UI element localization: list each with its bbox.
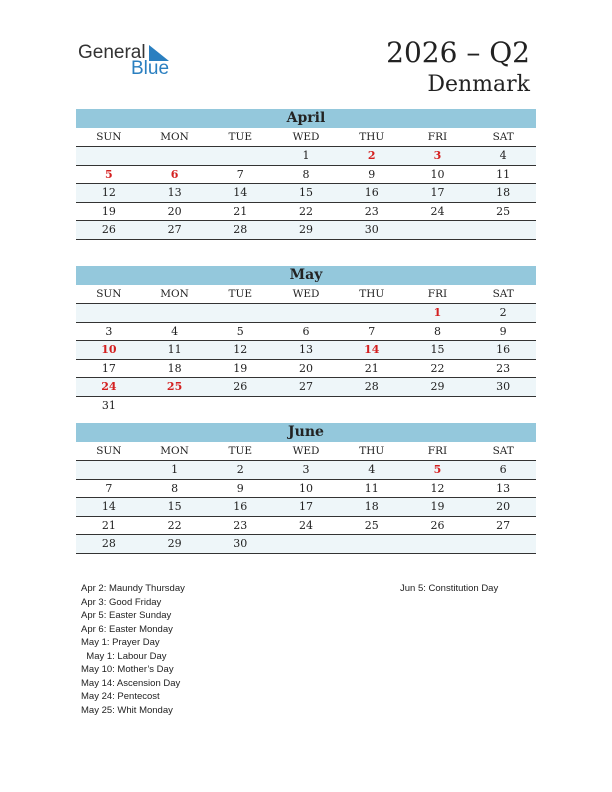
weekday-label: MON [160,445,189,457]
holiday-note: May 14: Ascension Day [81,677,181,689]
day-cell: 13 [299,343,314,356]
day-cell: 22 [167,518,182,532]
day-cell: 19 [430,500,445,513]
day-cell: 21 [364,361,379,375]
weekday-label: WED [292,288,320,300]
day-cell [339,304,405,322]
day-cell: 4 [368,463,376,476]
day-cell: 28 [364,380,379,393]
day-cell: 28 [101,537,116,550]
month-header: April [76,109,536,128]
day-cell: 3 [302,463,310,476]
day-cell [207,147,273,165]
week-row [76,517,536,536]
day-cell: 6 [499,463,507,476]
day-cell: 7 [236,167,244,181]
day-cell: 2 [367,149,376,162]
day-cell: 23 [364,204,379,218]
weekday-label: SUN [96,288,122,300]
day-cell: 21 [233,204,248,218]
holiday-note: May 1: Prayer Day [81,637,160,648]
week-row [76,378,536,397]
day-cell [142,397,208,415]
day-cell: 26 [101,223,116,236]
day-cell: 16 [364,186,379,199]
day-cell [76,147,142,165]
week-row [76,360,536,379]
day-cell: 7 [105,481,113,495]
day-cell [207,304,273,322]
day-cell: 30 [233,537,248,550]
page-title: 2026 – Q2 [386,36,530,69]
week-row [76,535,536,554]
week-row [76,498,536,517]
day-cell: 16 [233,500,248,513]
day-cell: 23 [233,518,248,532]
week-row [76,203,536,222]
day-cell: 13 [167,186,182,199]
holiday-note: Apr 3: Good Friday [81,596,162,608]
holiday-note: May 10: Mother’s Day [81,664,174,675]
weekday-header-row [76,442,536,461]
logo-general-text: General [78,42,146,63]
day-cell: 8 [433,324,441,338]
holiday-note: Apr 5: Easter Sunday [81,610,172,621]
month-header: May [76,266,536,285]
day-cell: 18 [167,361,182,375]
day-cell: 16 [496,343,511,356]
day-cell: 5 [105,167,113,181]
holiday-notes-left [81,582,185,717]
day-cell: 11 [496,167,511,181]
day-cell: 14 [101,500,116,513]
day-cell: 5 [236,324,244,338]
week-row [76,461,536,480]
weekday-label: THU [359,131,385,143]
day-cell [142,304,208,322]
week-row [76,323,536,342]
day-cell: 31 [101,398,116,412]
day-cell [470,221,536,239]
day-cell: 5 [433,463,442,476]
day-cell: 2 [236,463,244,476]
weekday-label: WED [292,445,320,457]
day-cell [339,397,405,415]
week-row [76,184,536,203]
weekday-label: SUN [96,131,122,143]
day-cell: 15 [430,343,445,356]
day-cell [405,397,471,415]
day-cell: 20 [299,361,314,375]
day-cell [273,304,339,322]
day-cell: 4 [171,324,179,338]
day-cell: 26 [430,518,445,532]
day-cell: 29 [299,223,314,236]
day-cell: 24 [101,380,117,393]
day-cell: 27 [167,223,182,236]
holiday-notes-right [400,582,498,596]
day-cell: 25 [166,380,183,393]
day-cell: 8 [171,481,179,495]
holiday-note: May 24: Pentecost [81,691,160,702]
day-cell [76,461,142,479]
day-cell: 11 [364,481,379,495]
weekday-label: FRI [427,288,448,300]
day-cell: 4 [499,149,507,162]
day-cell: 29 [167,537,182,550]
day-cell: 1 [302,149,310,162]
day-cell: 14 [364,343,380,356]
day-cell: 30 [364,223,379,236]
generalblue-logo [78,40,178,80]
day-cell: 24 [299,518,314,532]
day-cell [273,397,339,415]
day-cell: 24 [430,204,445,218]
day-cell [405,535,471,553]
week-row [76,397,536,415]
weekday-label: WED [292,131,320,143]
day-cell: 1 [433,306,442,319]
day-cell: 27 [299,380,314,393]
day-cell: 25 [364,518,379,532]
holiday-note: Apr 6: Easter Monday [81,623,173,635]
logo-blue-text: Blue [131,58,170,79]
day-cell: 26 [233,380,248,393]
day-cell [273,535,339,553]
week-row [76,221,536,240]
weekday-label: SAT [492,445,514,457]
day-cell: 8 [302,167,310,181]
day-cell: 2 [499,306,507,319]
holiday-note: May 25: Whit Monday [81,704,173,716]
day-cell: 20 [167,204,182,218]
weekday-label: MON [160,288,189,300]
day-cell: 7 [368,324,376,338]
day-cell: 13 [496,481,511,495]
day-cell: 25 [496,204,511,218]
day-cell: 14 [233,186,248,199]
holiday-note: Jun 5: Constitution Day [400,583,499,594]
day-cell [207,397,273,415]
day-cell: 12 [233,343,248,356]
day-cell: 12 [101,186,116,199]
day-cell: 9 [499,324,507,338]
week-row [76,480,536,499]
day-cell [76,304,142,322]
weekday-label: THU [359,288,385,300]
weekday-label: TUE [228,288,253,300]
day-cell: 6 [170,167,179,181]
holiday-note: Apr 2: Maundy Thursday [81,583,185,594]
day-cell: 18 [364,500,379,513]
day-cell: 9 [236,481,244,495]
day-cell: 19 [101,204,116,218]
day-cell [470,535,536,553]
day-cell [405,221,471,239]
day-cell: 21 [101,518,116,532]
day-cell [339,535,405,553]
holiday-note: May 1: Labour Day [81,650,167,662]
day-cell: 9 [368,167,376,181]
day-cell: 11 [167,343,182,356]
month-calendar-june [76,423,536,554]
day-cell: 20 [496,500,511,513]
day-cell: 1 [171,463,179,476]
weekday-label: FRI [427,445,448,457]
day-cell [142,147,208,165]
day-cell: 27 [496,518,511,532]
day-cell: 22 [430,361,445,375]
week-row [76,147,536,166]
day-cell: 15 [167,500,182,513]
day-cell: 3 [105,324,113,338]
day-cell: 29 [430,380,445,393]
week-row [76,304,536,323]
weekday-label: TUE [228,131,253,143]
weekday-header-row [76,128,536,147]
day-cell: 17 [101,361,116,375]
day-cell: 17 [299,500,314,513]
day-cell: 10 [299,481,314,495]
day-cell: 19 [233,361,248,375]
weekday-label: FRI [427,131,448,143]
day-cell: 10 [101,343,117,356]
weekday-label: SUN [96,445,122,457]
day-cell: 15 [299,186,314,199]
month-header: June [76,423,536,442]
day-cell: 30 [496,380,511,393]
day-cell: 3 [433,149,442,162]
day-cell: 10 [430,167,445,181]
country-name: Denmark [427,72,530,97]
weekday-label: MON [160,131,189,143]
day-cell: 17 [430,186,445,199]
weekday-label: THU [359,445,385,457]
day-cell: 23 [496,361,511,375]
month-calendar-april [76,109,536,240]
weekday-header-row [76,285,536,304]
day-cell [470,397,536,415]
weekday-label: SAT [492,131,514,143]
day-cell: 22 [299,204,314,218]
day-cell: 6 [302,324,310,338]
weekday-label: SAT [492,288,514,300]
month-calendar-may [76,266,536,414]
day-cell: 12 [430,481,445,495]
week-row [76,166,536,185]
day-cell: 18 [496,186,511,199]
week-row [76,341,536,360]
weekday-label: TUE [228,445,253,457]
day-cell: 28 [233,223,248,236]
